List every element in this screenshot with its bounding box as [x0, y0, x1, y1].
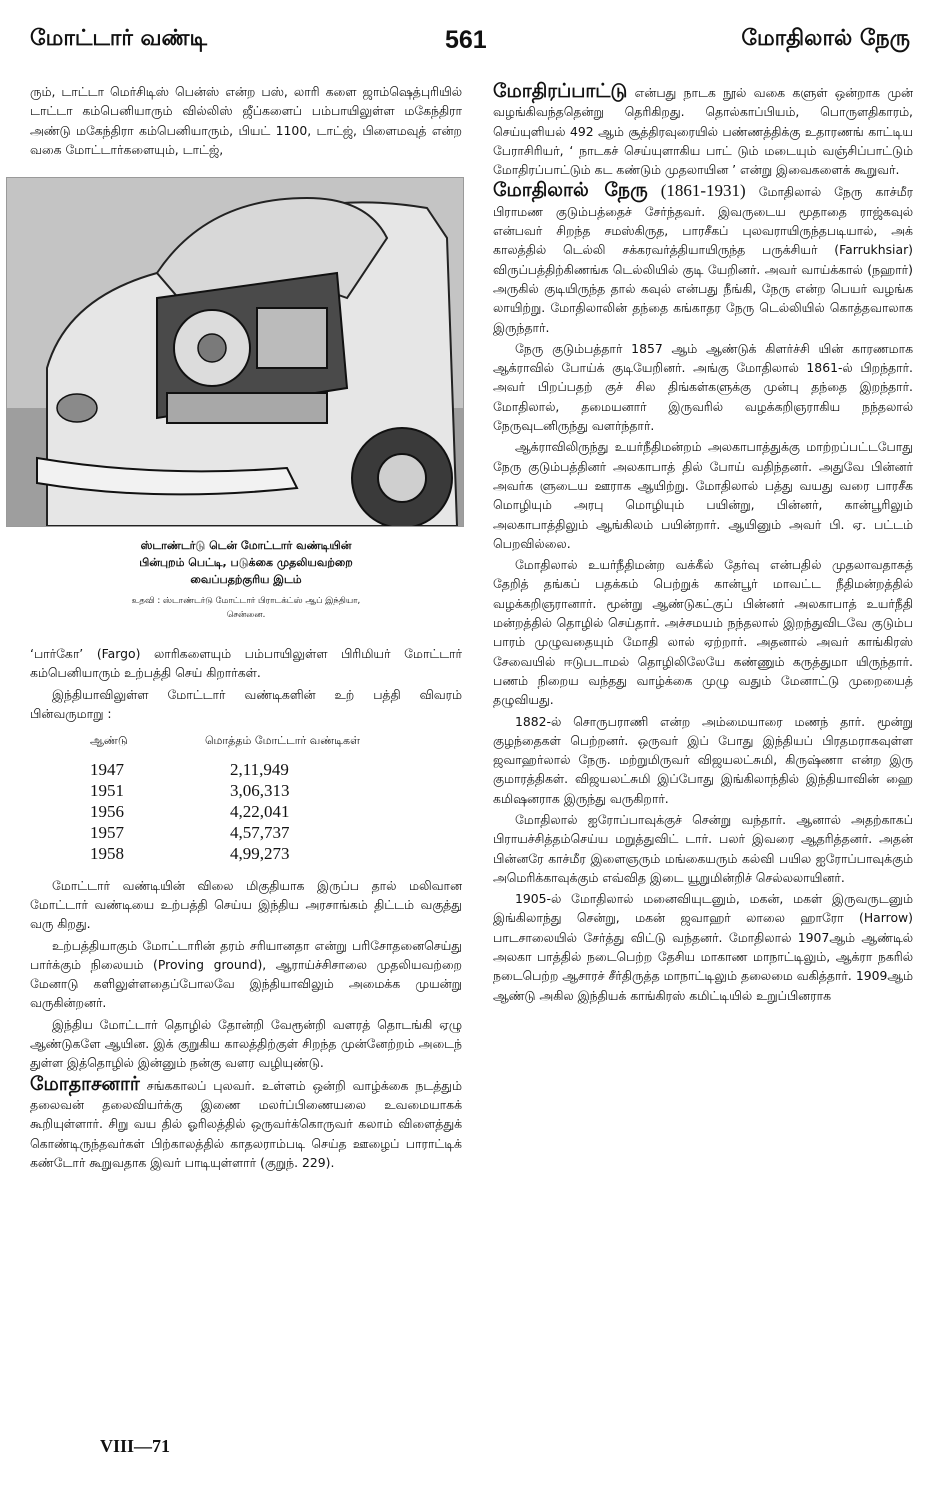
credit-line: சென்னை.	[226, 610, 266, 621]
column-header-total: மொத்தம் மோட்டார் வண்டிகள்	[205, 734, 360, 748]
volume-folio: VIII—71	[100, 1436, 171, 1456]
paragraph: 1882-ல் சொருபராணி என்ற அம்மையாரை மணந் தார். மூன்று குழந்தைகள் பெற்றனர். ஒருவர் இப் போது இந்தியப் பிரதமராகவுள்ள ஜவாஹர்லால் நேரு. மற்றுமிருவர் விஜயலட்சுமி, கிருஷ்ணா என்ற இரு குமாரத்திகள். விஜயலட்சுமி இப்போது இங்கிலாந்தில் இந்தியாவின் ஹை கமிஷனராக இருந்து வருகிறார்.	[493, 713, 913, 806]
cell-year: 1956	[90, 801, 124, 821]
entry-headword: மோதாசனார்	[30, 1072, 140, 1095]
entry-headword: மோதிரப்பாட்டு	[493, 80, 628, 102]
cell-year: 1957	[90, 822, 124, 842]
paragraph: மோதிலால் உயர்நீதிமன்ற வக்கீல் தேர்வு என்பதில் முதலாவதாகத் தேறித் தங்கப் பதக்கம் பெற்றுக் கான்பூர் மாவட்ட நீதிமன்றத்தில் வழக்கறிஞரானார். மூன்று ஆண்டுகட்குப் பின்னர் அலகாபாத் உயர்நீதி மன்றத்தில் தொழில் செய்தார். அச்சமயம் நந்தலால் இறந்துவிடவே குடும்ப பாரம் முழுவதையும் மோதி லால் ஏற்றார். அதனால் அவர் காங்கிரஸ் சேவையில் ஈடுபடாமல் தொழிலிலேயே கண்ணும் கருத்துமா யிருந்தார். பணம் நிறைய வந்தது வாழ்க்கை முழு வதும் மேனாட்டு முறையைத் தழுவியது.	[493, 557, 913, 708]
table-row	[90, 780, 450, 801]
caption-line: பின்புறம் பெட்டி, படுக்கை முதலியவற்றை	[139, 556, 353, 570]
cell-count: 4,22,041	[230, 801, 290, 821]
paragraph: நேரு குடும்பத்தார் 1857 ஆம் ஆண்டுக் கிளர்ச்சி யின் காரணமாக ஆக்ராவில் போய்க் குடியேறினர். அங்கு மோதிலால் 1861-ல் பிறந்தார். அவர் பிறப்பதற் குச் சில திங்கள்களுக்கு முன்பு தந்தை இறந்தார். மோதிலால், தமையனார் இருவரில் வழக்கறிஞராகிய நந்தலால் நேருவுடனிருந்து வளர்ந்தார்.	[493, 340, 913, 434]
cell-year: 1951	[90, 780, 124, 800]
page-number: 561	[445, 26, 487, 54]
entry-years: (1861-1931)	[660, 181, 746, 201]
production-table	[90, 731, 450, 863]
table-row	[90, 843, 450, 864]
entry-paragraph	[30, 1072, 462, 1172]
column-header-year: ஆண்டு	[90, 734, 128, 748]
car-illustration	[6, 177, 464, 527]
entry-paragraph	[493, 181, 913, 336]
paragraph-continued: ரும், டாட்டா மெர்சிடிஸ் பென்ஸ் என்ற பஸ், லாரி களை ஜாம்ஷெத்புரியில் டாட்டா கம்பெனியாரும் வில்லிஸ் ஜீப்களைப் பம்பாயிலுள்ள மகேந்திரா அண்டு மகேந்திரா கம்பெனியாரும், பியட் 1100, டாட்ஜ், பிளைமவுத் என்ற வகை மோட்டார்களையும், டாட்ஜ்,	[30, 84, 462, 157]
paragraph: இந்தியாவிலுள்ள மோட்டார் வண்டிகளின் உற் பத்தி விவரம் பின்வருமாறு :	[30, 686, 462, 722]
cell-count: 2,11,949	[230, 759, 289, 779]
paragraph: ‘பார்கோ’ (Fargo) லாரிகளையும் பம்பாயிலுள்ள பிரிமியர் மோட்டார் கம்பெனியாரும் உற்பத்தி செய் கிறார்கள்.	[30, 646, 462, 681]
entry-paragraph	[493, 82, 913, 179]
table-row	[90, 759, 450, 780]
paragraph: மோட்டார் வண்டியின் விலை மிகுதியாக இருப்ப தால் மலிவான மோட்டார் வண்டியை உற்பத்தி செய்ய இந்திய அரசாங்கம் திட்டம் வகுத்து வரு கிறது.	[30, 877, 462, 932]
cell-year: 1947	[90, 759, 124, 779]
car-boot-drawing	[7, 178, 463, 526]
cell-year: 1958	[90, 843, 124, 863]
left-column	[30, 82, 462, 1174]
caption-line: வைப்பதற்குரிய இடம்	[190, 573, 302, 587]
entry-body: மோதிலால் நேரு காச்மீர பிராமண குடும்பத்தைச் சேர்ந்தவர். இவருடைய மூதாதை ராஜ்கவுல் என்பவர் சிறந்த சமஸ்கிருத, பாரசீகப் புலவராயிருந்தபடியால், அக் காலத்தில் டெல்லி சக்கரவர்த்தியாயிருந்த பருக்சியர் (Farrukhsiar) விருப்பத்திற்கிணங்க டெல்லியில் குடி யேறினர். அவர் வாய்க்கால் (நஹார்) அருகில் குடியிருந்த தால் கவுல் என்பது நீங்கி, நேரு என்ற பெயர் வழங்க லாயிற்று. மோதிலாலின் தந்தை கங்காதர நேரு டெல்லியில் கொத்தவாலாக இருந்தார்.	[493, 184, 913, 335]
paragraph: ஆக்ராவிலிருந்து உயர்நீதிமன்றம் அலகாபாத்துக்கு மாற்றப்பட்டபோது நேரு குடும்பத்தினர் அலகாபாத் தில் போய் வதிந்தனர். அதுவே பின்னர் அவர்க ளுடைய ஊராக ஆயிற்று. மோதிலால் பத்து வயது வரை பாரசீக மொழியும் அரபு மொழியும் பயின்று, பின்னர், கான்பூரிலும் அலகாபாத்திலும் ஆங்கிலம் பயின்றார். ஆயினும் அவர் பி. ஏ. பட்டம் பெறவில்லை.	[493, 439, 913, 551]
entry-body: சங்ககாலப் புலவர். உள்ளம் ஒன்றி வாழ்க்கை நடத்தும் தலைவன் தலைவியர்க்கு இணை மலர்ப்பிணையலை உவமையாகக் கூறியுள்ளார். சிறு வய தில் ஓரிலத்தில் ஒருவர்க்கொருவர் கலாம் விளைத்துக் கொண்டிருந்தவர்கள் பிற்காலத்தில் காதலராம்படி செய்த ஊழைப் பாராட்டிக் கண்டோர் கூறுவதாக இவர் பாடியுள்ளார் (குறுந். 229).	[30, 1077, 462, 1170]
running-head-left: மோட்டார் வண்டி	[30, 26, 208, 51]
right-column	[493, 82, 913, 1007]
table-row	[90, 801, 450, 822]
running-head-right: மோதிலால் நேரு	[741, 26, 910, 51]
table-header	[90, 731, 450, 750]
entry-headword: மோதிலால் நேரு	[493, 179, 648, 202]
figure-caption	[30, 537, 462, 588]
paragraph: இந்திய மோட்டார் தொழில் தோன்றி வேரூன்றி வளரத் தொடங்கி ஏழு ஆண்டுகளே ஆயின. இக் குறுகிய காலத்திற்குள் சிறந்த முன்னேற்றம் அடைந் துள்ள இத்தொழில் இன்னும் நன்கு வளர வழியுண்டு.	[30, 1016, 462, 1071]
caption-line: ஸ்டாண்டர்டு டென் மோட்டார் வண்டியின்	[140, 539, 352, 553]
entry-body: என்பது நாடக நூல் வகை களுள் ஒன்றாக முன் வழங்கிவந்ததென்று தெரிகிறது. தொல்காப்பியம், பொருளதிகாரம், செய்யுளியல் 492 ஆம் சூத்திரவுரையில் பண்ணத்திக்கு உதாரணங் காட்டிய பேராசிரியர், ‘ நாடகச் செய்யுளாகிய பாட் டும் மடையும் வஞ்சிப்பாட்டும் மோதிரப்பாட்டும் கட கண்டும் முதலாயின ’ என்று இவைகளைக் கூறுவர்.	[493, 85, 913, 178]
figure-credit	[30, 594, 462, 622]
paragraph: 1905-ல் மோதிலால் மனைவியுடனும், மகன், மகள் இருவருடனும் இங்கிலாந்து சென்று, மகன் ஜவாஹர் லாலை ஹாரோ (Harrow) பாடசாலையில் சேர்த்து விட்டு வந்தனர். மோதிலால் 1907ஆம் ஆண்டில் அலகா பாத்தில் நடைபெற்ற தேசிய மாகாண மாநாட்டிலும், ஆக்ரா நகரில் நடைபெற்ற ஆசாரச் சீர்திருத்த மாநாட்டிலும் தலைமை வகித்தார். 1909ஆம் ஆண்டு அகில இந்தியக் காங்கிரஸ் கமிட்டியில் உறுப்பினராக	[493, 891, 913, 1003]
cell-count: 3,06,313	[230, 780, 290, 800]
paragraph: மோதிலால் ஐரோப்பாவுக்குச் சென்று வந்தார். ஆனால் அதற்காகப் பிராயச்சித்தம்செய்ய மறுத்துவிட் டார். பலர் இவரை ஆதரித்தனர். அதன் பின்னரே காச்மீர இளைஞரும் மங்கையரும் கல்வி பயில ஐரோப்பாவுக்கும் அமெரிக்காவுக்கும் எவ்வித இடை யூறுமின்றிச் செல்லலாயினர்.	[493, 811, 913, 885]
cell-count: 4,57,737	[230, 822, 290, 842]
cell-count: 4,99,273	[230, 843, 290, 863]
credit-line: உதவி : ஸ்டாண்டர்டு மோட்டார் பிராடக்ட்ஸ் ஆப் இந்தியா,	[131, 596, 361, 607]
paragraph: உற்பத்தியாகும் மோட்டாரின் தரம் சரியானதா என்று பரிசோதனைசெய்து பார்க்கும் நிலையம் (Proving ground), ஆராய்ச்சிசாலை முதலியவற்றை மேனாடு களிலுள்ளதைப்போலவே இந்தியாவிலும் அமைக்க முயன்று வருகின்றனர்.	[30, 937, 462, 1011]
table-row	[90, 822, 450, 843]
